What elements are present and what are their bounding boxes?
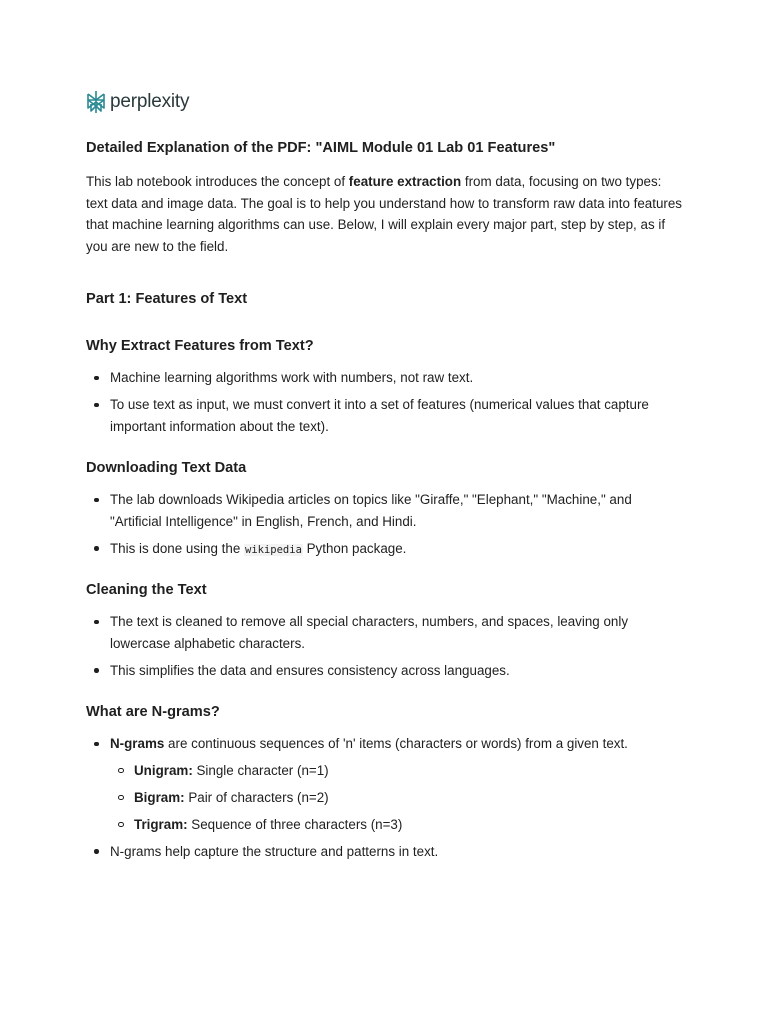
- sub-item-text: Single character (n=1): [192, 762, 329, 778]
- list-item: This simplifies the data and ensures consistency across languages.: [86, 660, 676, 682]
- bullet-text-pre: This is done using the: [110, 540, 244, 556]
- perplexity-logo-icon: [86, 90, 106, 114]
- list-item: The text is cleaned to remove all special characters, numbers, and spaces, leaving only lowercase alphabetic characters.: [86, 611, 676, 654]
- download-list: [86, 489, 676, 567]
- document-title: Detailed Explanation of the PDF: "AIML Module 01 Lab 01 Features": [86, 140, 556, 156]
- sub-item-term: Bigram:: [134, 789, 185, 805]
- sub-list-item: [110, 814, 676, 836]
- sub-item-term: Trigram:: [134, 816, 188, 832]
- sub-item-term: Unigram:: [134, 762, 193, 778]
- cleaning-heading: Cleaning the Text: [86, 582, 207, 598]
- list-item: N-grams help capture the structure and patterns in text.: [86, 841, 676, 863]
- list-item: [86, 733, 676, 835]
- why-list: [86, 367, 676, 443]
- cleaning-list: [86, 611, 676, 687]
- sub-list-item: [110, 760, 676, 782]
- ngrams-list: [86, 733, 676, 868]
- logo-text: perplexity: [110, 91, 190, 112]
- ngrams-heading: What are N-grams?: [86, 704, 220, 720]
- intro-text-bold: feature extraction: [348, 174, 462, 189]
- bullet-text-post: Python package.: [302, 540, 407, 556]
- intro-paragraph: [86, 171, 686, 257]
- perplexity-logo: [86, 90, 189, 114]
- ngrams-sublist: [110, 760, 676, 836]
- intro-text-post: from data, focusing on two types: text data and image data. The goal is to help you understand how to transform raw data into features that machine learning algorithms can use. Below, I will explain every major part, step by step, as if you are new to the field.: [86, 174, 683, 254]
- intro-text-pre: This lab notebook introduces the concept of: [86, 174, 349, 189]
- ngrams-term: N-grams: [110, 736, 165, 751]
- list-item: To use text as input, we must convert it into a set of features (numerical values that capture important information about the text).: [86, 394, 676, 437]
- part1-heading: Part 1: Features of Text: [86, 291, 248, 307]
- list-item: The lab downloads Wikipedia articles on topics like "Giraffe," "Elephant," "Machine," and "Artificial Intelligence" in English, French, and Hindi.: [86, 489, 676, 532]
- sub-item-text: Sequence of three characters (n=3): [187, 816, 403, 832]
- list-item: Machine learning algorithms work with numbers, not raw text.: [86, 367, 676, 389]
- list-item: [86, 538, 676, 562]
- download-heading: Downloading Text Data: [86, 460, 247, 476]
- sub-list-item: [110, 787, 676, 809]
- why-heading: Why Extract Features from Text?: [86, 338, 314, 354]
- ngrams-definition: are continuous sequences of 'n' items (characters or words) from a given text.: [164, 736, 628, 751]
- inline-code: wikipedia: [245, 543, 302, 556]
- sub-item-text: Pair of characters (n=2): [184, 789, 329, 805]
